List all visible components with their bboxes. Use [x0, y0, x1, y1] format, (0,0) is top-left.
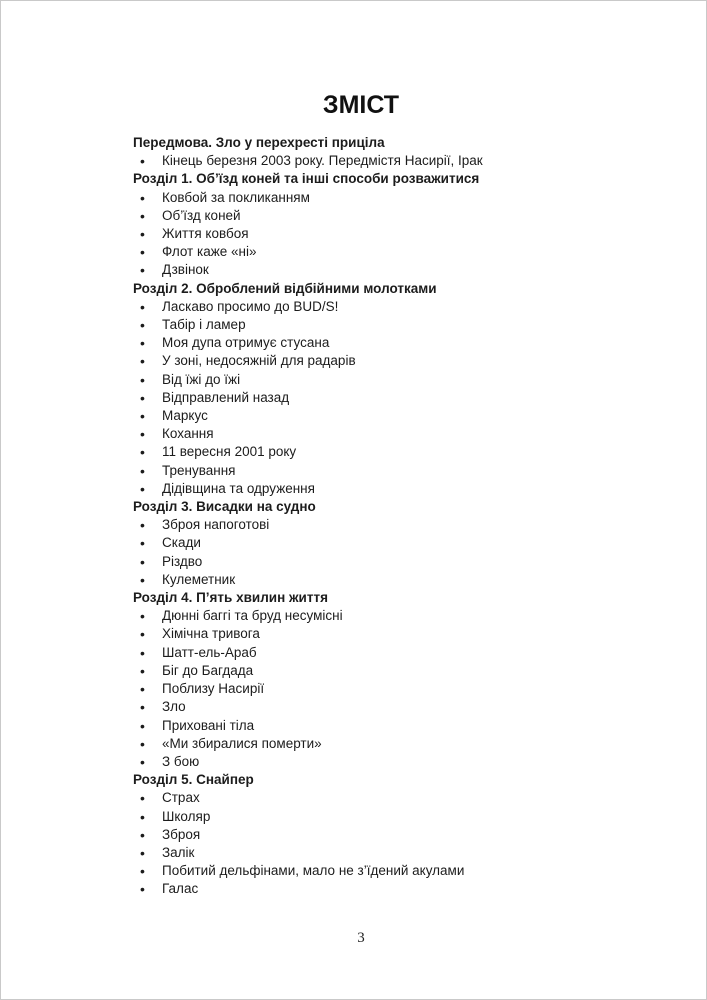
toc-item: • Галас: [133, 880, 603, 898]
toc-item: • Поблизу Насирії: [133, 680, 603, 698]
toc-item: • Моя дупа отримує стусана: [133, 334, 603, 352]
section-item-list: [133, 789, 603, 898]
toc-item: • Ковбой за покликанням: [133, 189, 603, 207]
toc-item: • «Ми збиралися померти»: [133, 735, 603, 753]
section-heading: Розділ 2. Оброблений відбійними молотками: [133, 280, 437, 296]
toc-item: • Від їжі до їжі: [133, 371, 603, 389]
section-item-list: [133, 607, 603, 771]
toc-item: • Дзвінок: [133, 261, 603, 279]
toc-item: • Кулеметник: [133, 571, 603, 589]
toc-item: • Зброя напоготові: [133, 516, 603, 534]
page-title: ЗМІСТ: [322, 91, 400, 119]
toc-item: • Приховані тіла: [133, 717, 603, 735]
toc-item: • Кінець березня 2003 року. Передмістя Насирії, Ірак: [133, 152, 603, 170]
toc-item: • Хімічна тривога: [133, 625, 603, 643]
toc-item: • Залік: [133, 844, 603, 862]
toc-item: • Шатт-ель-Араб: [133, 644, 603, 662]
toc-item: • Біг до Багдада: [133, 662, 603, 680]
page-number: 3: [357, 930, 365, 946]
toc-item: • Дідівщина та одруження: [133, 480, 603, 498]
table-of-contents: [133, 134, 603, 899]
toc-item: • Об’їзд коней: [133, 207, 603, 225]
toc-item: • У зоні, недосяжній для радарів: [133, 352, 603, 370]
toc-item: • З бою: [133, 753, 603, 771]
toc-item: • Дюнні баггі та бруд несумісні: [133, 607, 603, 625]
toc-item: • Різдво: [133, 553, 603, 571]
toc-item: • Маркус: [133, 407, 603, 425]
toc-item: • Кохання: [133, 425, 603, 443]
section-item-list: [133, 298, 603, 498]
toc-item: • Відправлений назад: [133, 389, 603, 407]
section-item-list: [133, 516, 603, 589]
toc-item: • Тренування: [133, 462, 603, 480]
toc-item: • Страх: [133, 789, 603, 807]
toc-item: • Зло: [133, 698, 603, 716]
toc-item: • Життя ковбоя: [133, 225, 603, 243]
toc-item: • Зброя: [133, 826, 603, 844]
toc-item: • Школяр: [133, 808, 603, 826]
toc-item: • Флот каже «ні»: [133, 243, 603, 261]
section-item-list: [133, 189, 603, 280]
toc-item: • 11 вересня 2001 року: [133, 443, 603, 461]
toc-item: • Побитий дельфінами, мало не з’їдений акулами: [133, 862, 603, 880]
section-item-list: [133, 152, 603, 170]
section-heading: Розділ 1. Об’їзд коней та інші способи розважитися: [133, 171, 480, 187]
section-heading: Розділ 5. Снайпер: [133, 772, 254, 788]
section-heading: Передмова. Зло у перехресті приціла: [133, 135, 385, 150]
section-heading: Розділ 3. Висадки на судно: [133, 499, 316, 515]
section-heading: Розділ 4. П’ять хвилин життя: [133, 590, 328, 606]
toc-item: • Скади: [133, 534, 603, 552]
toc-item: • Табір і ламер: [133, 316, 603, 334]
toc-item: • Ласкаво просимо до BUD/S!: [133, 298, 603, 316]
